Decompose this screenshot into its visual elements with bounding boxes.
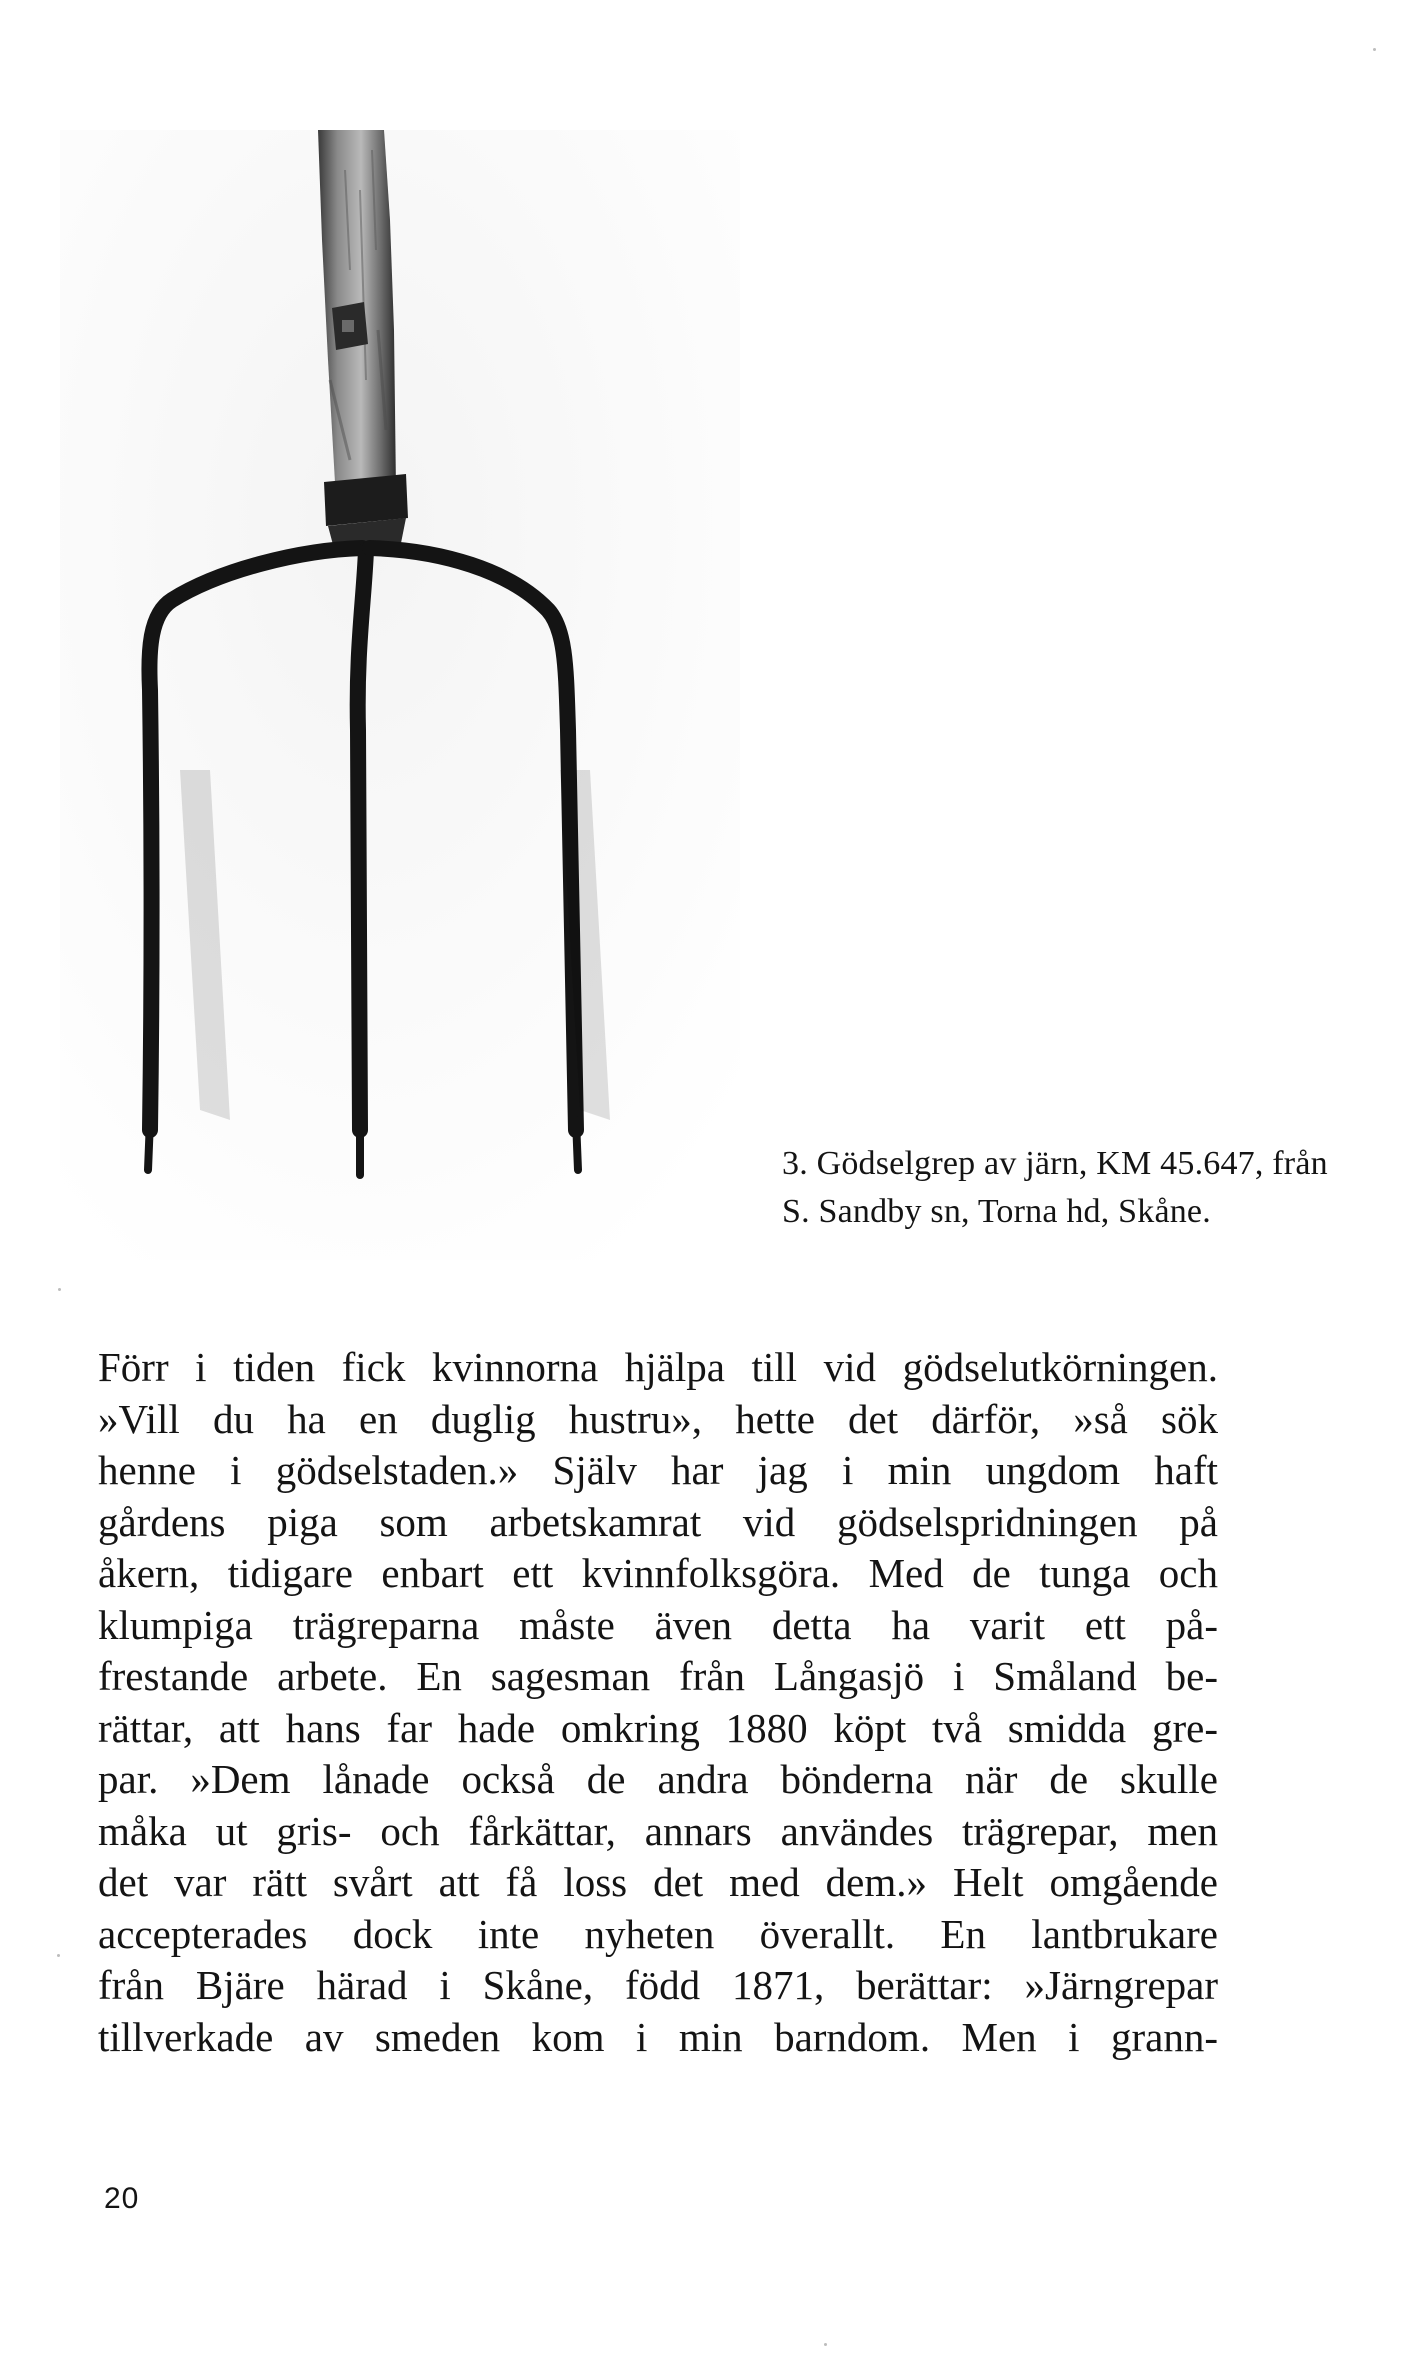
scan-speck bbox=[58, 1288, 61, 1291]
text-line: »Vill du ha en duglig hustru», hette det därför, »så sök bbox=[98, 1395, 1218, 1442]
text-line: klumpiga trägreparna måste även detta ha varit ett på- bbox=[98, 1601, 1218, 1648]
photo-background bbox=[60, 130, 740, 1260]
text-line: gårdens piga som arbetskamrat vid gödselspridningen på bbox=[98, 1498, 1218, 1545]
text-line: accepterades dock inte nyheten överallt. En lantbrukare bbox=[98, 1910, 1218, 1957]
text-line: Förr i tiden fick kvinnorna hjälpa till vid gödselutkörningen. bbox=[98, 1344, 1218, 1390]
text-line: frestande arbete. En sagesman från Långasjö i Småland be- bbox=[98, 1653, 1218, 1699]
text-line: henne i gödselstaden.» Själv har jag i min ungdom haft bbox=[98, 1447, 1218, 1493]
pitchfork-photo bbox=[60, 130, 740, 1260]
scan-speck bbox=[824, 2343, 827, 2346]
figure-caption bbox=[782, 1140, 1402, 1236]
text-line: från Bjäre härad i Skåne, född 1871, berättar: »Järngrepar bbox=[98, 1962, 1218, 2008]
text-line: åkern, tidigare enbart ett kvinnfolksgöra. Med de tunga och bbox=[98, 1550, 1218, 1596]
text-line: rättar, att hans far hade omkring 1880 köpt två smidda gre- bbox=[98, 1704, 1218, 1751]
scan-speck bbox=[57, 1954, 60, 1957]
text-line: måka ut gris- och fårkättar, annars användes trägrepar, men bbox=[98, 1807, 1218, 1854]
caption-line: 3. Gödselgrep av järn, KM 45.647, från bbox=[782, 1145, 1328, 1182]
pitchfork-illustration bbox=[60, 130, 740, 1260]
text-line: tillverkade av smeden kom i min barndom. Men i grann- bbox=[98, 2013, 1218, 2060]
body-paragraph bbox=[98, 1342, 1218, 2063]
shaft-rivet-plate bbox=[332, 302, 368, 350]
center-tine bbox=[358, 550, 366, 1130]
scan-speck bbox=[1373, 48, 1376, 51]
text-line: det var rätt svårt att få loss det med dem.» Helt omgående bbox=[98, 1859, 1218, 1905]
page-number: 20 bbox=[104, 2182, 140, 2215]
caption-line: S. Sandby sn, Torna hd, Skåne. bbox=[782, 1193, 1211, 1230]
text-line: par. »Dem lånade också de andra bönderna när de skulle bbox=[98, 1756, 1218, 1802]
